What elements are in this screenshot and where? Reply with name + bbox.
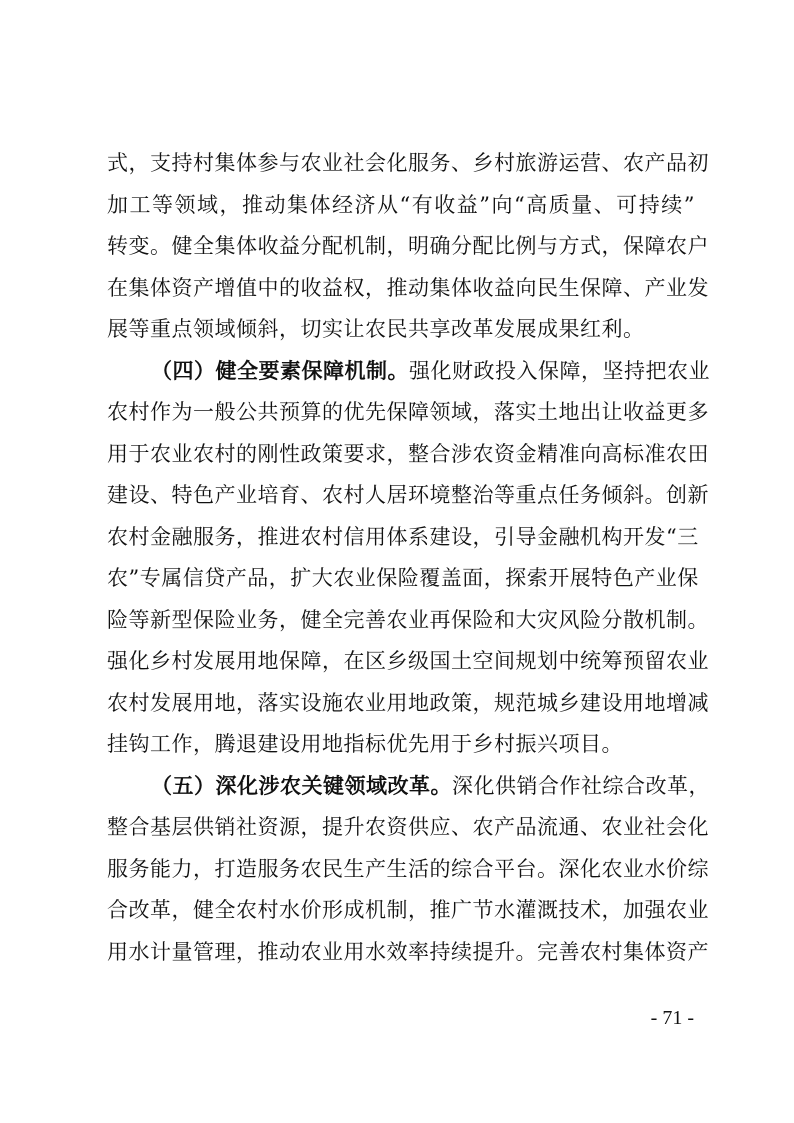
line-text: 展等重点领域倾斜，切实让农民共享改革发展成果红利。: [107, 317, 645, 341]
text-line: [107, 890, 709, 932]
text-line: [107, 392, 709, 434]
line-text: 用水计量管理，推动农业用水效率持续提升。完善农村集体资产: [107, 939, 709, 964]
line-text: 服务能力，打造服务农民生产生活的综合平台。深化农业水价综: [107, 856, 709, 881]
text-line: [107, 807, 709, 849]
text-line: [107, 475, 709, 517]
line-text: 用于农业农村的刚性政策要求，整合涉农资金精准向高标准农田: [107, 441, 709, 466]
line-text: 农村作为一般公共预算的优先保障领域，落实土地出让收益更多: [107, 400, 709, 424]
line-text: 式，支持村集体参与农业社会化服务、乡村旅游运营、农产品初: [107, 151, 709, 175]
section-heading: （五）深化涉农关键领域改革。: [151, 773, 452, 798]
line-text: 加工等领域，推动集体经济从“有收益”向“高质量、可持续”: [107, 192, 695, 217]
text-line: [107, 268, 709, 310]
text-line: [107, 226, 709, 268]
section-heading: （四）健全要素保障机制。: [151, 358, 409, 383]
section-heading-line: [107, 351, 710, 393]
page-number: - 71 -: [650, 1007, 694, 1029]
line-text: 建设、特色产业培育、农村人居环境整治等重点任务倾斜。创新: [107, 483, 709, 507]
line-text: 强化财政投入保障，坚持把农业: [409, 358, 710, 383]
line-text: 合改革，健全农村水价形成机制，推广节水灌溉技术，加强农业: [107, 898, 709, 922]
paragraph-end-line: [107, 724, 695, 766]
text-line: [107, 434, 709, 476]
line-text: 深化供销合作社综合改革，: [452, 773, 710, 798]
text-line: [107, 558, 699, 600]
text-line: [107, 185, 695, 227]
line-text: 险等新型保险业务，健全完善农业再保险和大灾风险分散机制。: [107, 607, 709, 632]
text-line: [107, 849, 709, 891]
text-line: [107, 600, 709, 642]
text-line: [107, 932, 709, 974]
line-text: 转变。健全集体收益分配机制，明确分配比例与方式，保障农户: [107, 234, 709, 258]
section-heading-line: [107, 766, 710, 808]
paragraph-end-line: [107, 309, 695, 351]
text-line: [107, 683, 709, 725]
line-text: 农村发展用地，落实设施农业用地政策，规范城乡建设用地增减: [107, 690, 709, 715]
line-text: 农”专属信贷产品，扩大农业保险覆盖面，探索开展特色产业保: [107, 566, 699, 590]
line-text: 挂钩工作，腾退建设用地指标优先用于乡村振兴项目。: [107, 732, 623, 756]
text-line: [107, 517, 699, 559]
body-text: [107, 143, 710, 973]
line-text: 强化乡村发展用地保障，在区乡级国土空间规划中统筹预留农业: [107, 649, 709, 673]
line-text: 整合基层供销社资源，提升农资供应、农产品流通、农业社会化: [107, 815, 709, 839]
line-text: 农村金融服务，推进农村信用体系建设，引导金融机构开发“三: [107, 524, 699, 549]
line-text: 在集体资产增值中的收益权，推动集体收益向民生保障、产业发: [107, 275, 709, 300]
text-line: [107, 641, 709, 683]
text-line: [107, 143, 709, 185]
